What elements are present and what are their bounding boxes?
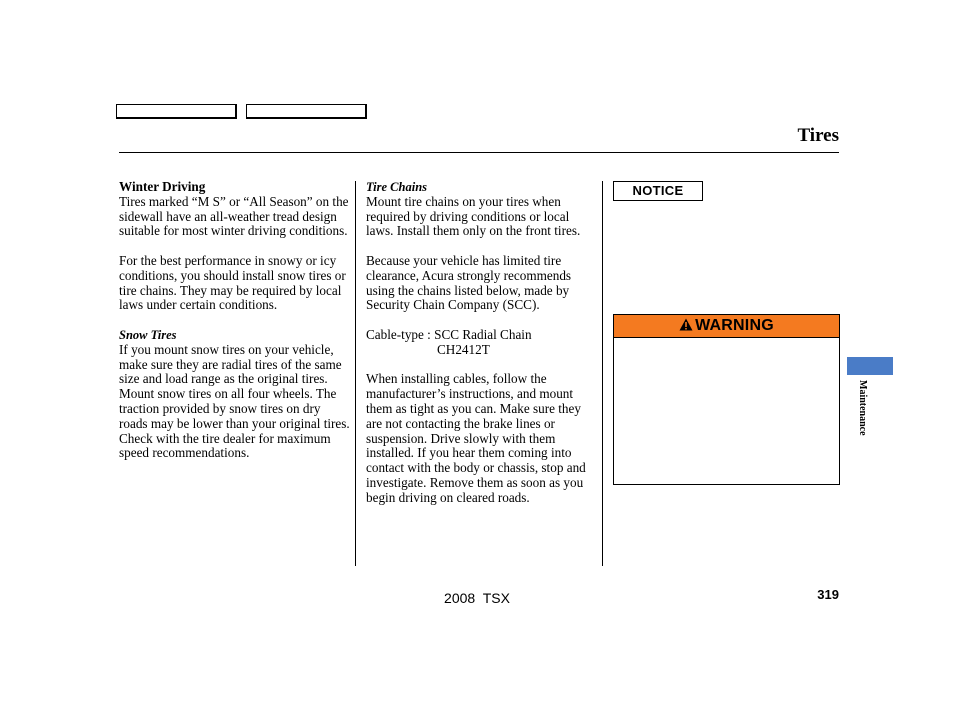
warning-triangle-icon	[679, 318, 693, 331]
cable-type-spec	[366, 328, 598, 358]
snowy-conditions-paragraph: For the best performance in snowy or icy conditions, you should install snow tires or tire chains. They may be required by local laws under certain conditions.	[119, 252, 346, 313]
cable-model-line: CH2412T	[437, 341, 490, 357]
section-tab-label: Maintenance	[857, 380, 868, 436]
clearance-paragraph: Because your vehicle has limited tire clearance, Acura strongly recommends using the chains listed below, made by Security Chain Company (SCC).	[366, 252, 572, 313]
tire-chains-heading: Tire Chains	[366, 180, 428, 194]
column-divider	[355, 181, 356, 566]
title-rule	[119, 152, 839, 153]
nav-box-next[interactable]	[246, 104, 367, 119]
installing-cables-paragraph: When installing cables, follow the manufacturer’s instructions, and mount them as tight as you can. Make sure they are not contacting the brake lines or suspension. Drive slowly with them installed. If you hear them coming into contact with the body or chassis, stop and investigate. Remove them as soon as you begin driving on cleared roads.	[366, 371, 586, 505]
column-divider	[602, 181, 603, 566]
snow-tires-heading: Snow Tires	[119, 327, 177, 342]
warning-header	[614, 315, 839, 338]
snow-tires-paragraph: If you mount snow tires on your vehicle, make sure they are radial tires of the same size and load range as the original tires. Mount snow tires on all four wheels. The traction provided by snow tires on dry roads may be lower than your original tires. Check with the tire dealer for maximum speed recommendations.	[119, 341, 350, 461]
cable-type-line: Cable-type : SCC Radial Chain	[366, 326, 532, 342]
tire-chains-paragraph: Mount tire chains on your tires when required by driving conditions or local laws. Install them only on the front tires.	[366, 193, 581, 239]
column-1	[119, 180, 351, 461]
winter-driving-paragraph: Tires marked “M S” or “All Season” on the sidewall have an all-weather tread design suitable for most winter driving conditions.	[119, 193, 349, 239]
page-title: Tires	[797, 125, 839, 146]
footer-model: 2008 TSX	[444, 590, 510, 606]
section-tab[interactable]	[847, 357, 893, 375]
nav-box-previous[interactable]	[116, 104, 237, 119]
notice-label: NOTICE	[613, 181, 703, 201]
page-number: 319	[817, 587, 839, 602]
winter-driving-heading: Winter Driving	[119, 179, 206, 194]
warning-box	[613, 314, 840, 485]
column-2	[366, 180, 598, 506]
warning-label: WARNING	[695, 317, 774, 334]
